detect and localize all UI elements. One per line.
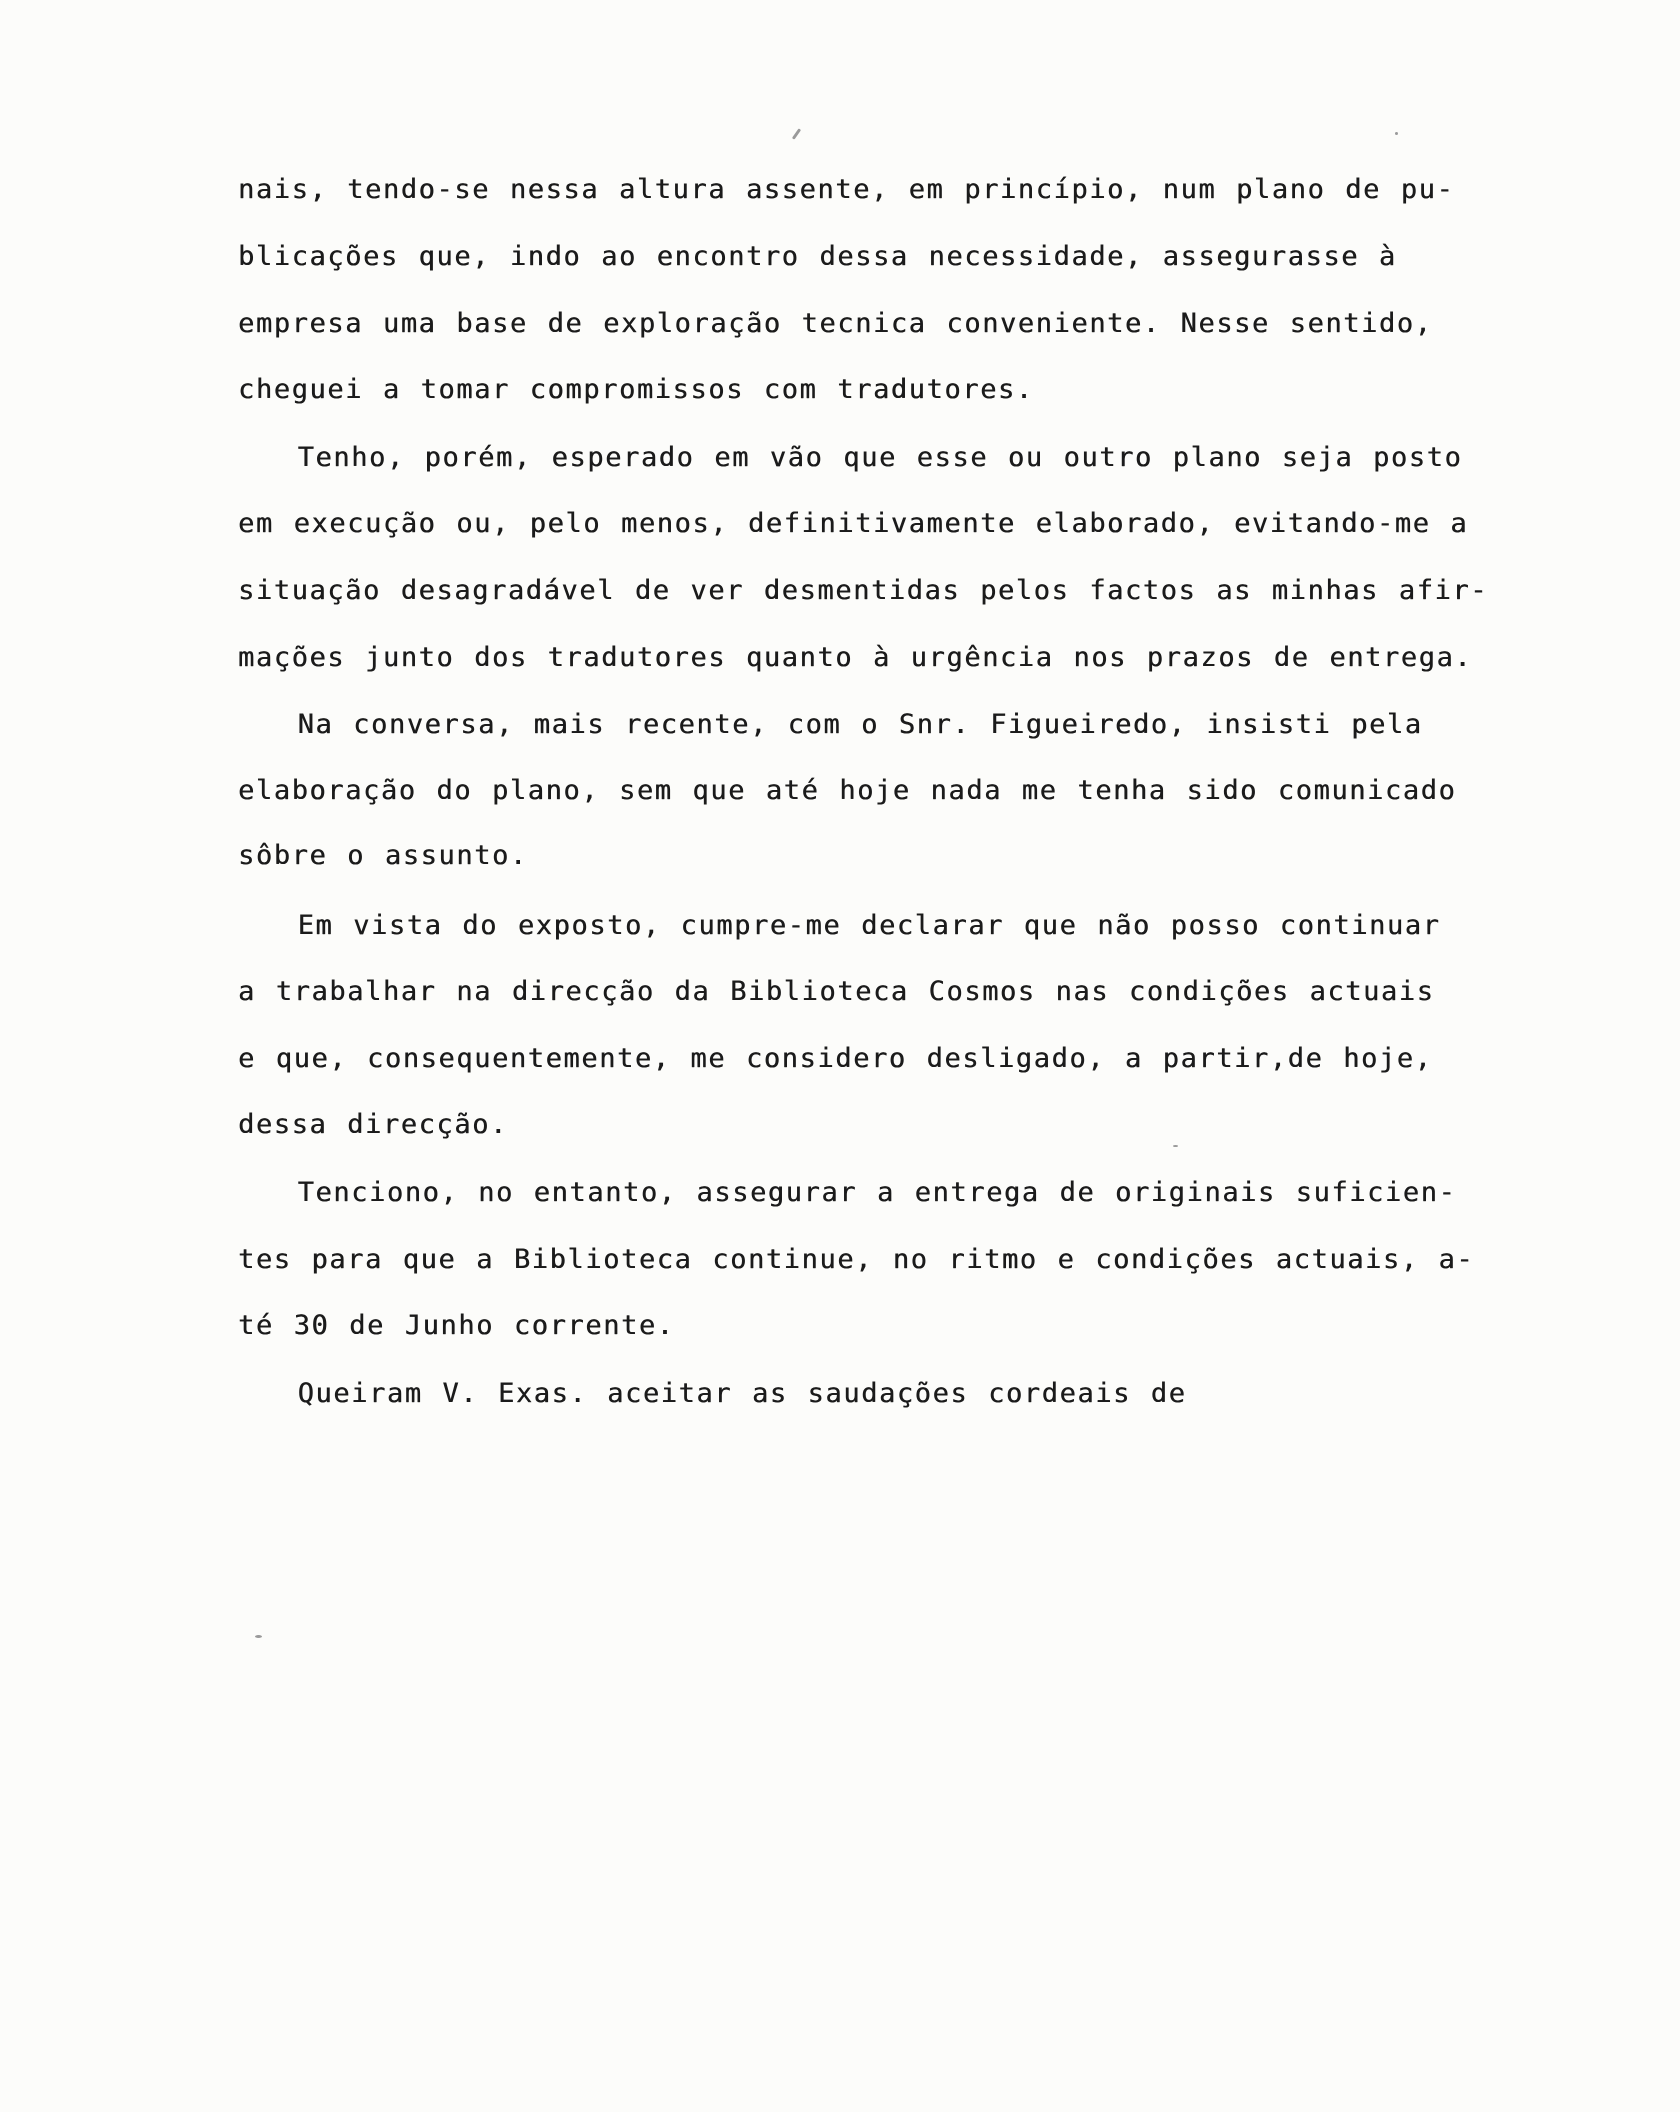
body-line-5: Tenho, porém, esperado em vão que esse ou outro plano seja posto (238, 442, 1463, 473)
ink-speck (1395, 132, 1398, 135)
body-line-2: blicações que, indo ao encontro dessa necessidade, assegurasse à (238, 241, 1397, 272)
body-line-17: tes para que a Biblioteca continue, no ritmo e condições actuais, a- (238, 1244, 1475, 1275)
ink-speck (1173, 1145, 1178, 1147)
body-line-18: té 30 de Junho corrente. (238, 1310, 675, 1341)
body-line-7: situação desagradável de ver desmentidas pelos factos as minhas afir- (238, 575, 1489, 606)
body-line-1: nais, tendo-se nessa altura assente, em princípio, num plano de pu- (238, 174, 1455, 205)
body-line-11: sôbre o assunto. (238, 840, 528, 871)
body-line-13: a trabalhar na direcção da Biblioteca Cosmos nas condições actuais (238, 976, 1435, 1007)
body-line-12: Em vista do exposto, cumpre-me declarar que não posso continuar (238, 910, 1441, 941)
body-line-4: cheguei a tomar compromissos com tradutores. (238, 374, 1034, 405)
body-line-8: mações junto dos tradutores quanto à urgência nos prazos de entrega. (238, 642, 1473, 673)
body-line-14: e que, consequentemente, me considero desligado, a partir,de hoje, (238, 1043, 1433, 1074)
body-line-3: empresa uma base de exploração tecnica conveniente. Nesse sentido, (238, 308, 1433, 339)
body-line-16: Tenciono, no entanto, assegurar a entrega de originais suficien- (238, 1177, 1457, 1208)
ink-speck (255, 1635, 262, 1638)
body-line-10: elaboração do plano, sem que até hoje nada me tenha sido comunicado (238, 775, 1457, 806)
body-line-15: dessa direcção. (238, 1109, 508, 1140)
body-line-6: em execução ou, pelo menos, definitivamente elaborado, evitando-me a (238, 508, 1469, 539)
body-line-19: Queiram V. Exas. aceitar as saudações cordeais de (238, 1378, 1187, 1409)
body-line-9: Na conversa, mais recente, com o Snr. Figueiredo, insisti pela (238, 709, 1423, 740)
ink-speck (792, 128, 801, 140)
